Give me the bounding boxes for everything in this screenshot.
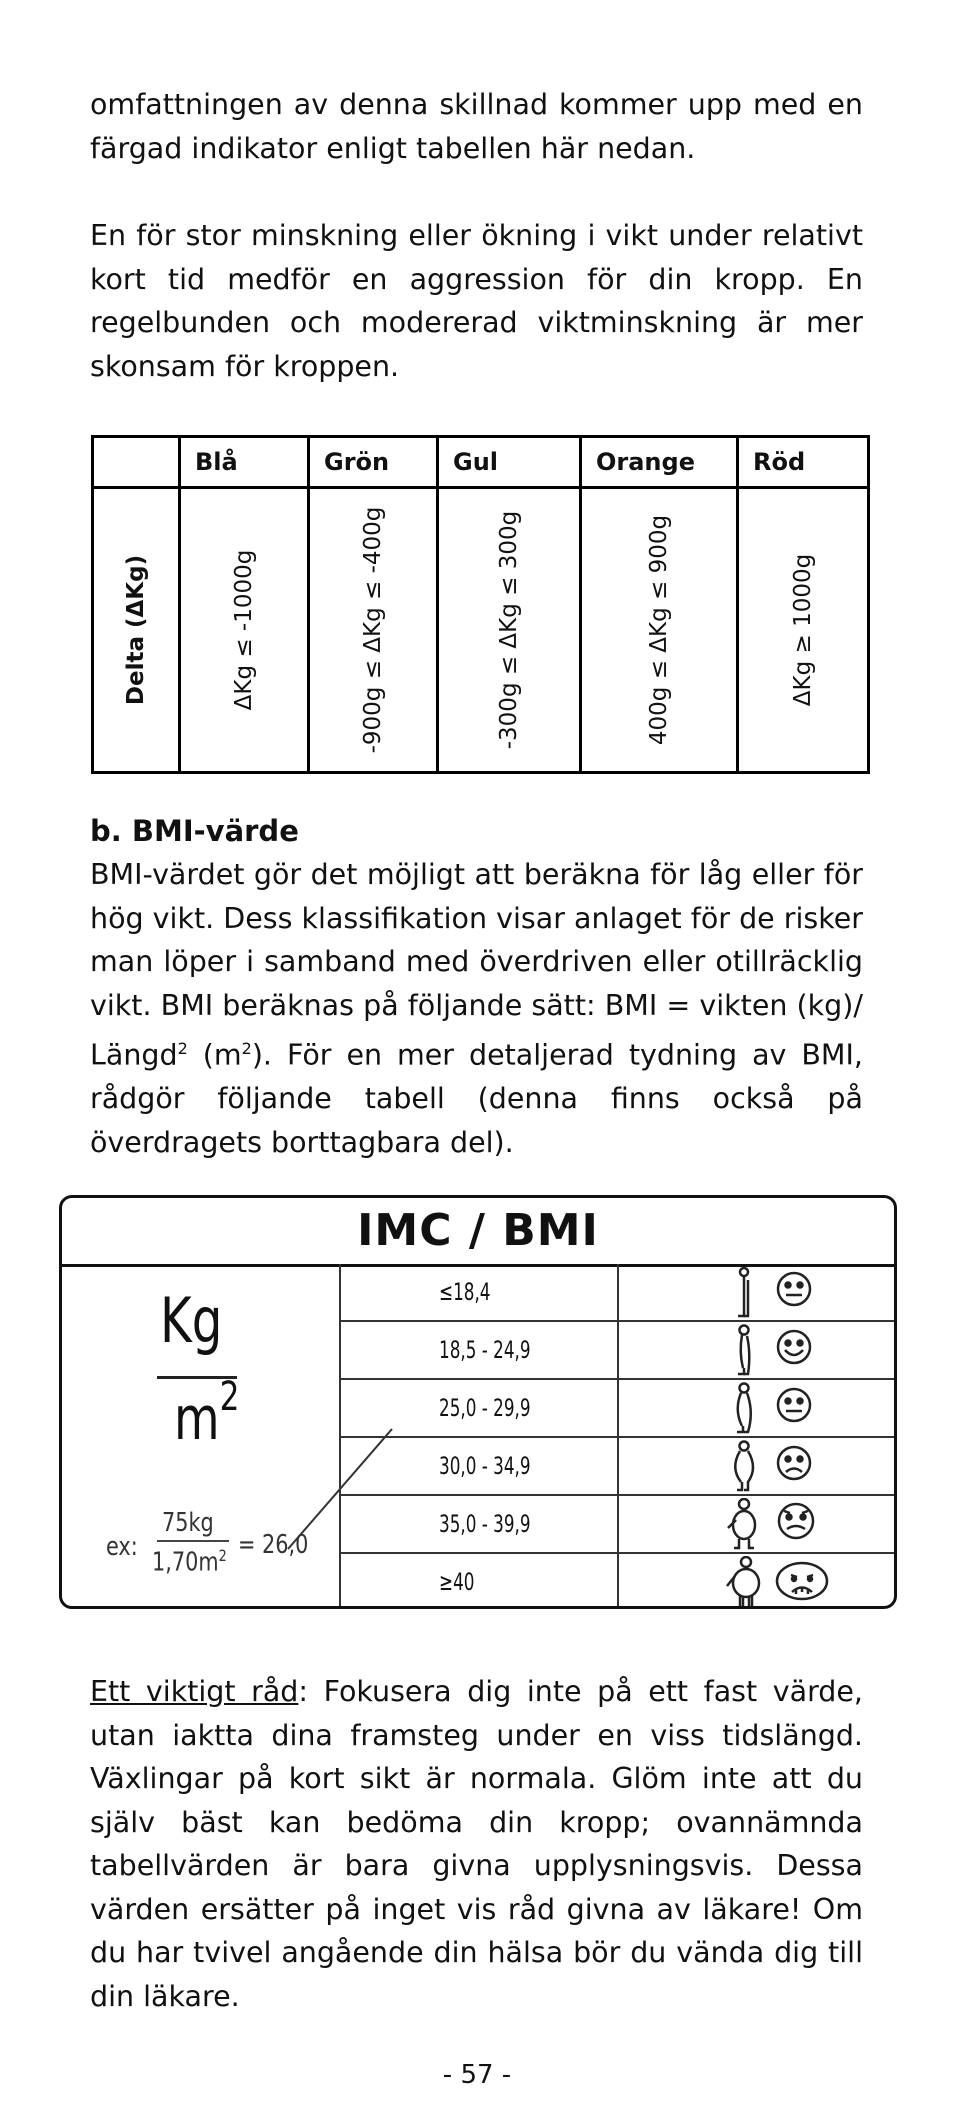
value-cell-gul: [438, 488, 581, 773]
bmi-range: ≤18,4: [439, 1278, 491, 1306]
delta-table-value-row: [93, 488, 869, 773]
bmi-range: 35,0 - 39,9: [439, 1510, 531, 1538]
bmi-panel-title: IMC / BMI: [62, 1198, 894, 1267]
value-cell-gron: [309, 488, 438, 773]
bmi-sup-1: 2: [177, 1039, 188, 1058]
advice-label: Ett viktigt råd: [90, 1675, 299, 1708]
bmi-range: 18,5 - 24,9: [439, 1336, 531, 1364]
advice-paragraph: [90, 1670, 863, 2018]
row-label-cell: [93, 488, 180, 773]
page-number: - 57 -: [442, 2060, 512, 2090]
row-label: Delta (ΔKg): [123, 554, 149, 706]
value-rod: ΔKg ≥ 1000g: [790, 553, 816, 707]
bmi-range: 30,0 - 34,9: [439, 1452, 531, 1480]
advice-text: : Fokusera dig inte på ett fast värde, utan iaktta dina framsteg under en viss tidslängd. Växlingar på kort sikt är normala. Glöm inte att du själv bäst kan bedöma din kropp; ovannämnda tabellvärden är bara givna upplysningsvis. Dessa värden ersätter på inget vis råd givna av läkare! Om du har tvivel angående din hälsa bör du vända dig till din läkare.: [90, 1675, 863, 2013]
bmi-sup-2: 2: [241, 1039, 252, 1058]
example-label: ex:: [106, 1532, 138, 1562]
value-cell-rod: [738, 488, 869, 773]
bmi-text-a: BMI-värdet gör det möjligt att beräkna för låg eller för hög vikt. Dess klassifikation visar anlaget för de risker man löper i samband med överdriven eller otillräcklig vikt. BMI beräknas på följande sätt: BMI = vikten (kg)/ Längd: [90, 858, 863, 1072]
header-rod: Röd: [738, 437, 869, 488]
formula-denominator-exp: 2: [219, 1374, 240, 1420]
example-numerator: 75kg: [162, 1508, 214, 1538]
bmi-range: 25,0 - 29,9: [439, 1394, 531, 1422]
value-gul: -300g ≤ ΔKg ≤ 300g: [496, 510, 522, 750]
value-cell-bla: [180, 488, 309, 773]
delta-table-corner: [93, 437, 180, 488]
example-pointer-line: [62, 1198, 897, 1609]
example-result: = 26,0: [238, 1530, 309, 1560]
header-bla: Blå: [180, 437, 309, 488]
value-bla: ΔKg ≤ -1000g: [231, 549, 257, 711]
value-gron: -900g ≤ ΔKg ≤ -400g: [360, 506, 386, 754]
bmi-text-b: (m: [187, 1038, 242, 1072]
header-gron: Grön: [309, 437, 438, 488]
header-orange: Orange: [581, 437, 738, 488]
intro-paragraph-1: omfattningen av denna skillnad kommer upp med en färgad indikator enligt tabellen här nedan.: [90, 88, 863, 165]
formula-numerator: Kg: [160, 1284, 223, 1357]
bmi-range: ≥40: [439, 1568, 475, 1596]
bmi-panel: [59, 1195, 897, 1609]
bmi-text-c: ). För en mer detaljerad tydning av BMI, rådgör följande tabell (denna finns också på överdragets borttagbara del).: [90, 1038, 863, 1159]
header-gul: Gul: [438, 437, 581, 488]
example-denominator-exp: 2: [218, 1546, 227, 1565]
delta-table-header-row: [93, 437, 869, 488]
value-orange: 400g ≤ ΔKg ≤ 900g: [646, 514, 672, 746]
delta-table: [91, 435, 870, 774]
formula-denominator-unit: m: [174, 1384, 220, 1454]
bmi-paragraph: [90, 853, 863, 1164]
bmi-heading: b. BMI-värde: [90, 814, 299, 848]
value-cell-orange: [581, 488, 738, 773]
intro-paragraph-2: En för stor minskning eller ökning i vikt under relativt kort tid medför en aggression för din kropp. En regelbunden och modererad viktminskning är mer skonsam för kroppen.: [90, 219, 863, 383]
example-denominator-value: 1,70m: [152, 1547, 219, 1578]
